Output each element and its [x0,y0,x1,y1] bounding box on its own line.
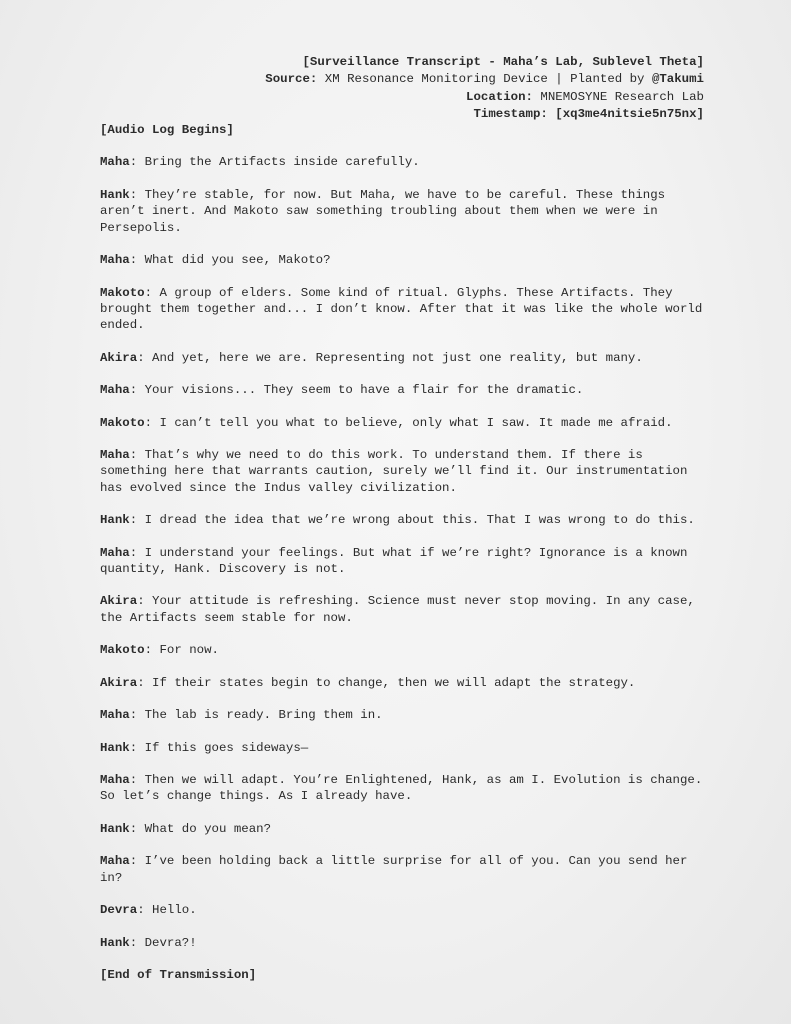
dialogue-list [100,154,715,950]
dialogue-text: : Your visions... They seem to have a flair for the dramatic. [129,383,584,398]
dialogue-text: : A group of elders. Some kind of ritual. Glyphs. These Artifacts. They brought them together and... I don’t know. After that it was like the whole world ended. [100,285,703,333]
speaker-name: Devra [100,903,138,918]
speaker-name: Akira [100,350,138,365]
dialogue-line [100,382,715,398]
dialogue-text: : For now. [144,643,219,658]
dialogue-line [100,593,715,626]
speaker-name: Akira [100,675,138,690]
dialogue-text: : Devra?! [129,935,197,950]
speaker-name: Akira [100,594,138,609]
dialogue-line [100,935,715,951]
location-label: Location: [466,89,533,104]
dialogue-text: : Bring the Artifacts inside carefully. [129,155,420,170]
speaker-name: Maha [100,253,130,268]
dialogue-line [100,772,715,805]
dialogue-text: : Hello. [137,903,197,918]
dialogue-line [100,285,715,334]
timestamp-value: [xq3me4nitsie5n75nx] [555,106,704,121]
dialogue-line [100,512,715,528]
speaker-name: Hank [100,935,130,950]
dialogue-line [100,707,715,723]
speaker-name: Maha [100,545,130,560]
speaker-name: Maha [100,383,130,398]
transcript-header [265,54,704,123]
dialogue-line [100,740,715,756]
header-timestamp [265,106,704,123]
source-author: @Takumi [651,72,704,87]
header-title-text: [Surveillance Transcript - Maha’s Lab, Sublevel Theta] [302,55,704,69]
dialogue-line [100,675,715,691]
dialogue-line [100,853,715,886]
speaker-name: Makoto [100,285,145,300]
header-source [265,71,704,88]
dialogue-line [100,447,715,496]
speaker-name: Maha [100,708,130,723]
speaker-name: Maha [100,773,130,788]
dialogue-text: : And yet, here we are. Representing not just one reality, but many. [137,350,643,365]
speaker-name: Maha [100,155,130,170]
dialogue-line [100,187,715,236]
location-text: MNEMOSYNE Research Lab [540,89,704,104]
speaker-name: Maha [100,448,130,463]
speaker-name: Makoto [100,643,145,658]
speaker-name: Hank [100,187,130,202]
dialogue-text: : They’re stable, for now. But Maha, we have to be careful. These things aren’t inert. And Makoto saw something troubling about them when we were in Persepolis. [100,187,666,235]
dialogue-line [100,642,715,658]
dialogue-text: : Then we will adapt. You’re Enlightened, Hank, as am I. Evolution is change. So let’s change things. As I already have. [100,773,703,804]
dialogue-line [100,154,715,170]
timestamp-label: Timestamp: [473,106,548,121]
end-marker: [End of Transmission] [100,968,257,983]
transcript-body [100,122,715,1000]
dialogue-line [100,252,715,268]
source-text: XM Resonance Monitoring Device | Planted by [324,72,645,87]
begin-marker: [Audio Log Begins] [100,123,234,137]
dialogue-text: : If their states begin to change, then we will adapt the strategy. [137,675,636,690]
dialogue-text: : I’ve been holding back a little surprise for all of you. Can you send her in? [100,854,688,885]
header-location [265,89,704,106]
dialogue-text: : That’s why we need to do this work. To understand them. If there is something here that warrants caution, surely we’ll find it. Our instrumentation has evolved since the Indus valley civilization. [100,448,688,495]
header-title [265,54,704,71]
speaker-name: Hank [100,821,130,836]
dialogue-text: : I can’t tell you what to believe, only what I saw. It made me afraid. [144,415,673,430]
dialogue-text: : What do you mean? [129,821,272,836]
speaker-name: Hank [100,513,130,528]
dialogue-text: : I dread the idea that we’re wrong about this. That I was wrong to do this. [129,513,695,528]
speaker-name: Makoto [100,415,145,430]
speaker-name: Maha [100,854,130,869]
dialogue-text: : I understand your feelings. But what if we’re right? Ignorance is a known quantity, Hank. Discovery is not. [100,545,688,576]
dialogue-text: : If this goes sideways— [129,740,309,755]
dialogue-text: : What did you see, Makoto? [129,253,331,268]
source-label: Source: [265,72,318,87]
dialogue-line [100,350,715,366]
dialogue-line [100,415,715,431]
dialogue-line [100,545,715,578]
speaker-name: Hank [100,740,130,755]
dialogue-text: : Your attitude is refreshing. Science must never stop moving. In any case, the Artifacts seem stable for now. [100,594,695,625]
dialogue-line [100,821,715,837]
dialogue-line [100,902,715,918]
dialogue-text: : The lab is ready. Bring them in. [129,708,383,723]
